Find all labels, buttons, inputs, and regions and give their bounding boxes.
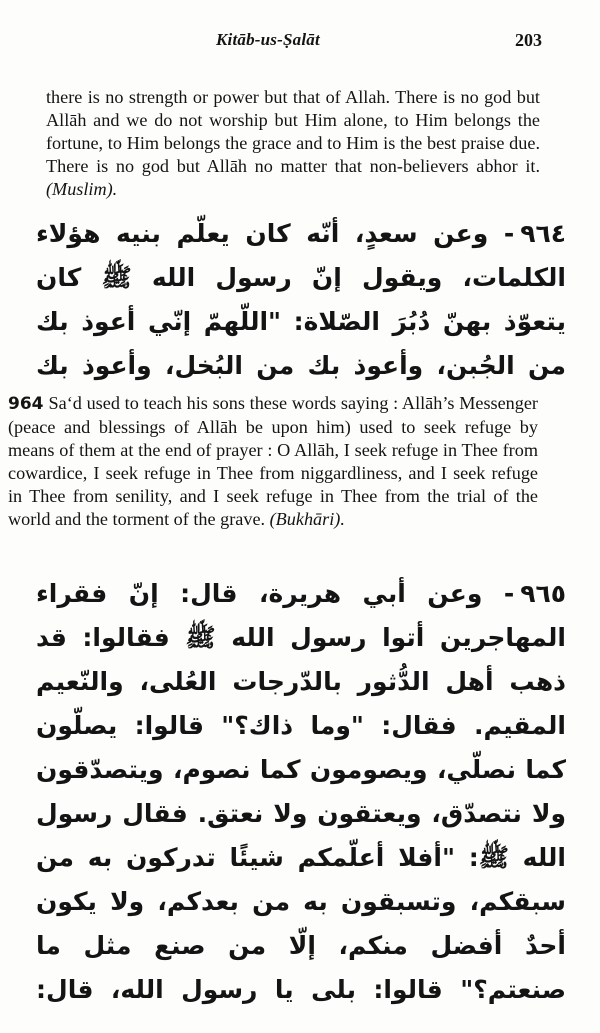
previous-passage-text: there is no strength or power but that of Allah. There is no god but Allāh and we do not worship but Him alone, to Him belongs the fortune, to Him belongs the grace and to Him is the best praise due. There is no god but Allāh no matter that non-believers abhor it. xyxy=(46,87,540,176)
previous-passage xyxy=(46,86,540,201)
hadith-965-arabic-text: - وعن أبي هريرة، قال: إنّ فقراء المهاجرين أتوا رسول الله ﷺ فقالوا: قد ذهب أهل الدُّثور بالدّرجات العُلى، والنّعيم المقيم. فقال: "وما ذاك؟" قالوا: يصلّون كما نصلّي، ويصومون كما نصوم، ويتصدّقون ولا نتصدّق، ويعتقون ولا نعتق. فقال رسول الله ﷺ: "أفلا أعلّمكم شيئًا تدركون به من سبقكم، وتسبقون به من بعدكم، ولا يكون أحدٌ أفضل منكم، إلّا من صنع مثل ما صنعتم؟" قالوا: بلى يا رسول الله، قال: xyxy=(36,579,566,1004)
hadith-964-translation xyxy=(8,392,538,531)
running-title: Kitāb-us-Ṣalāt xyxy=(216,30,320,49)
hadith-964-number: 964 xyxy=(8,394,44,414)
hadith-964-arabic-text: - وعن سعدٍ، أنّه كان يعلّم بنيه هؤلاء الكلمات، ويقول إنّ رسول الله ﷺ كان يتعوّذ بهنّ دُبُرَ الصّلاة: "اللّهمّ إنّي أعوذ بك من الجُبن، وأعوذ بك من البُخل، وأعوذ بك xyxy=(36,219,566,380)
hadith-965-arabic xyxy=(36,572,566,1016)
page-header xyxy=(0,30,600,54)
previous-passage-citation: (Muslim). xyxy=(46,179,118,199)
hadith-965-arabic-number: ٩٦٥ xyxy=(520,579,566,608)
page-number: 203 xyxy=(515,30,542,50)
hadith-964-arabic-number: ٩٦٤ xyxy=(520,219,566,248)
hadith-964-arabic xyxy=(36,212,566,382)
hadith-964-citation: (Bukhāri). xyxy=(269,509,345,529)
hadith-964-text: Sa‘d used to teach his sons these words saying : Allāh’s Messenger (peace and blessings of Allāh be upon him) used to seek refuge by means of them at the end of prayer : O Allāh, I seek refuge in Thee from cowardice, I seek refuge in Thee from niggardliness, and I seek refuge in Thee from senility, and I seek refuge in Thee from the trial of the world and the torment of the grave. xyxy=(8,393,538,529)
